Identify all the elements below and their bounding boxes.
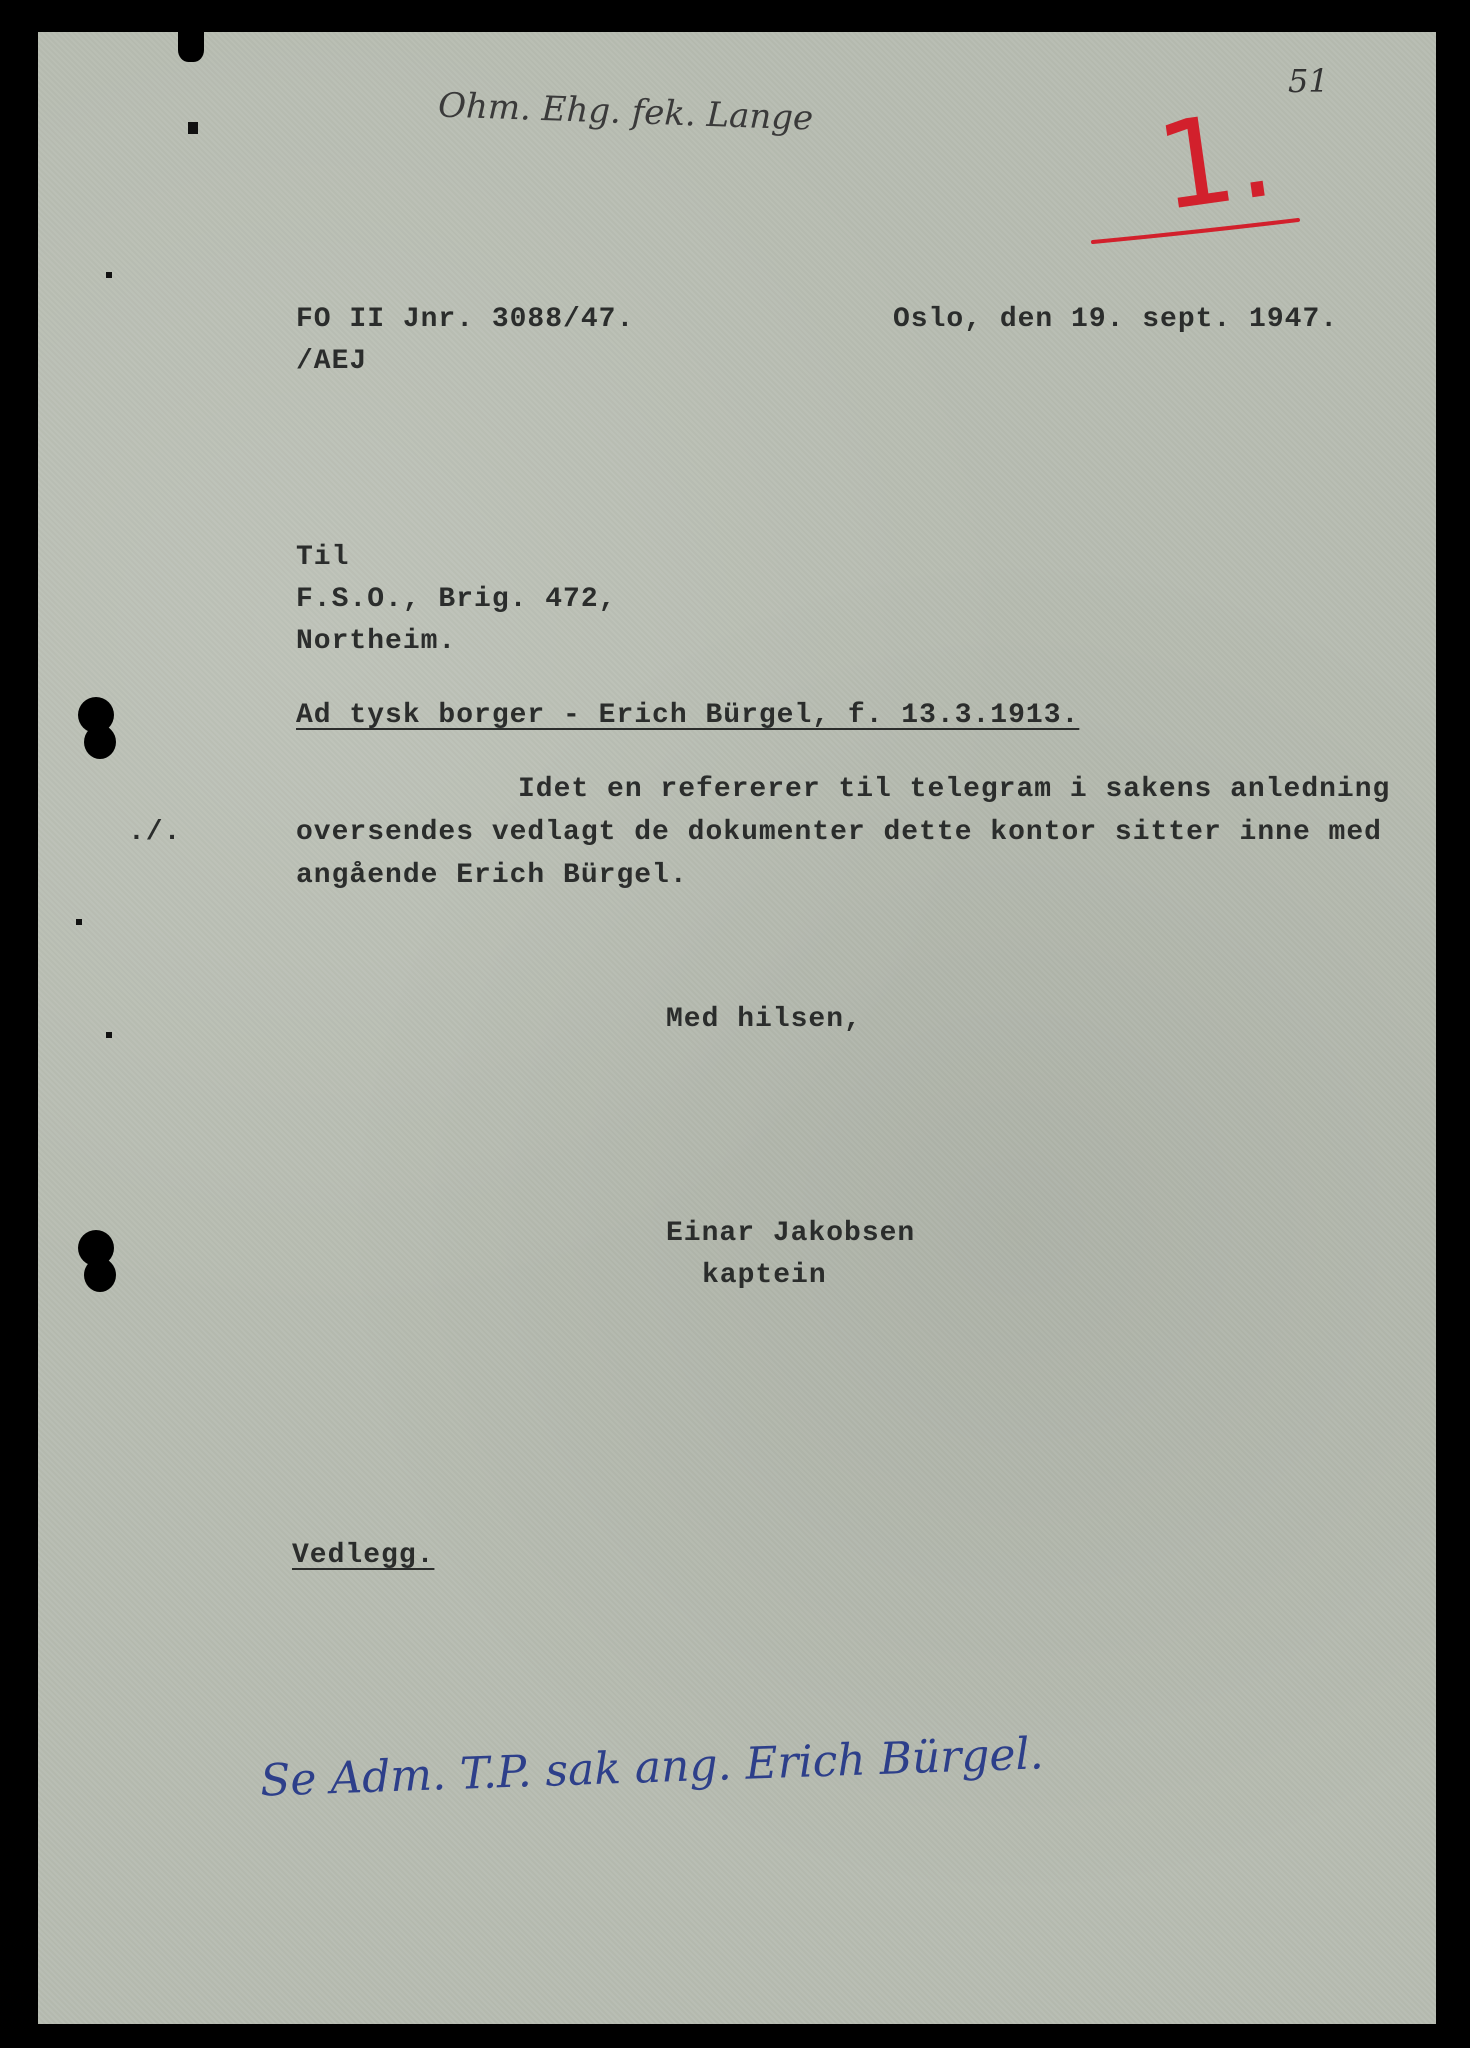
recipient-unit: F.S.O., Brig. 472,	[296, 584, 617, 615]
body-line-3: angående Erich Bürgel.	[296, 860, 688, 891]
sender-initials: /AEJ	[296, 346, 368, 377]
signature-name: Einar Jakobsen	[666, 1218, 916, 1249]
document-page	[38, 32, 1436, 2024]
punch-hole-bottom-2	[84, 1258, 116, 1292]
letter-subject: Ad tysk borger - Erich Bürgel, f. 13.3.1913.	[296, 700, 1080, 731]
speck	[76, 919, 82, 925]
speck	[106, 1032, 112, 1038]
letter-date: Oslo, den 19. sept. 1947.	[893, 304, 1339, 335]
tear-mark	[178, 32, 204, 62]
journal-reference: FO II Jnr. 3088/47.	[296, 304, 635, 335]
page-number: 51	[1288, 62, 1329, 100]
top-handwritten-note: Ohm. Ehg. fek. Lange	[437, 85, 814, 139]
body-line-2: oversendes vedlagt de dokumenter dette kontor sitter inne med	[296, 817, 1382, 848]
attachment-mark: ./.	[128, 817, 182, 848]
recipient-location: Northeim.	[296, 626, 457, 657]
punch-hole-top-2	[84, 725, 116, 759]
speck	[106, 272, 112, 278]
recipient-to: Til	[296, 542, 350, 573]
closing-greeting: Med hilsen,	[666, 1004, 862, 1035]
body-line-1: Idet en refererer til telegram i sakens anledning	[518, 774, 1391, 805]
red-underline-stroke	[1088, 212, 1308, 252]
enclosure-label: Vedlegg.	[292, 1540, 435, 1571]
signature-title: kaptein	[702, 1260, 827, 1291]
speck	[188, 122, 198, 134]
red-folio-number: 1.	[1148, 84, 1282, 239]
bottom-handwritten-note: Se Adm. T.P. sak ang. Erich Bürgel.	[259, 1728, 1045, 1807]
